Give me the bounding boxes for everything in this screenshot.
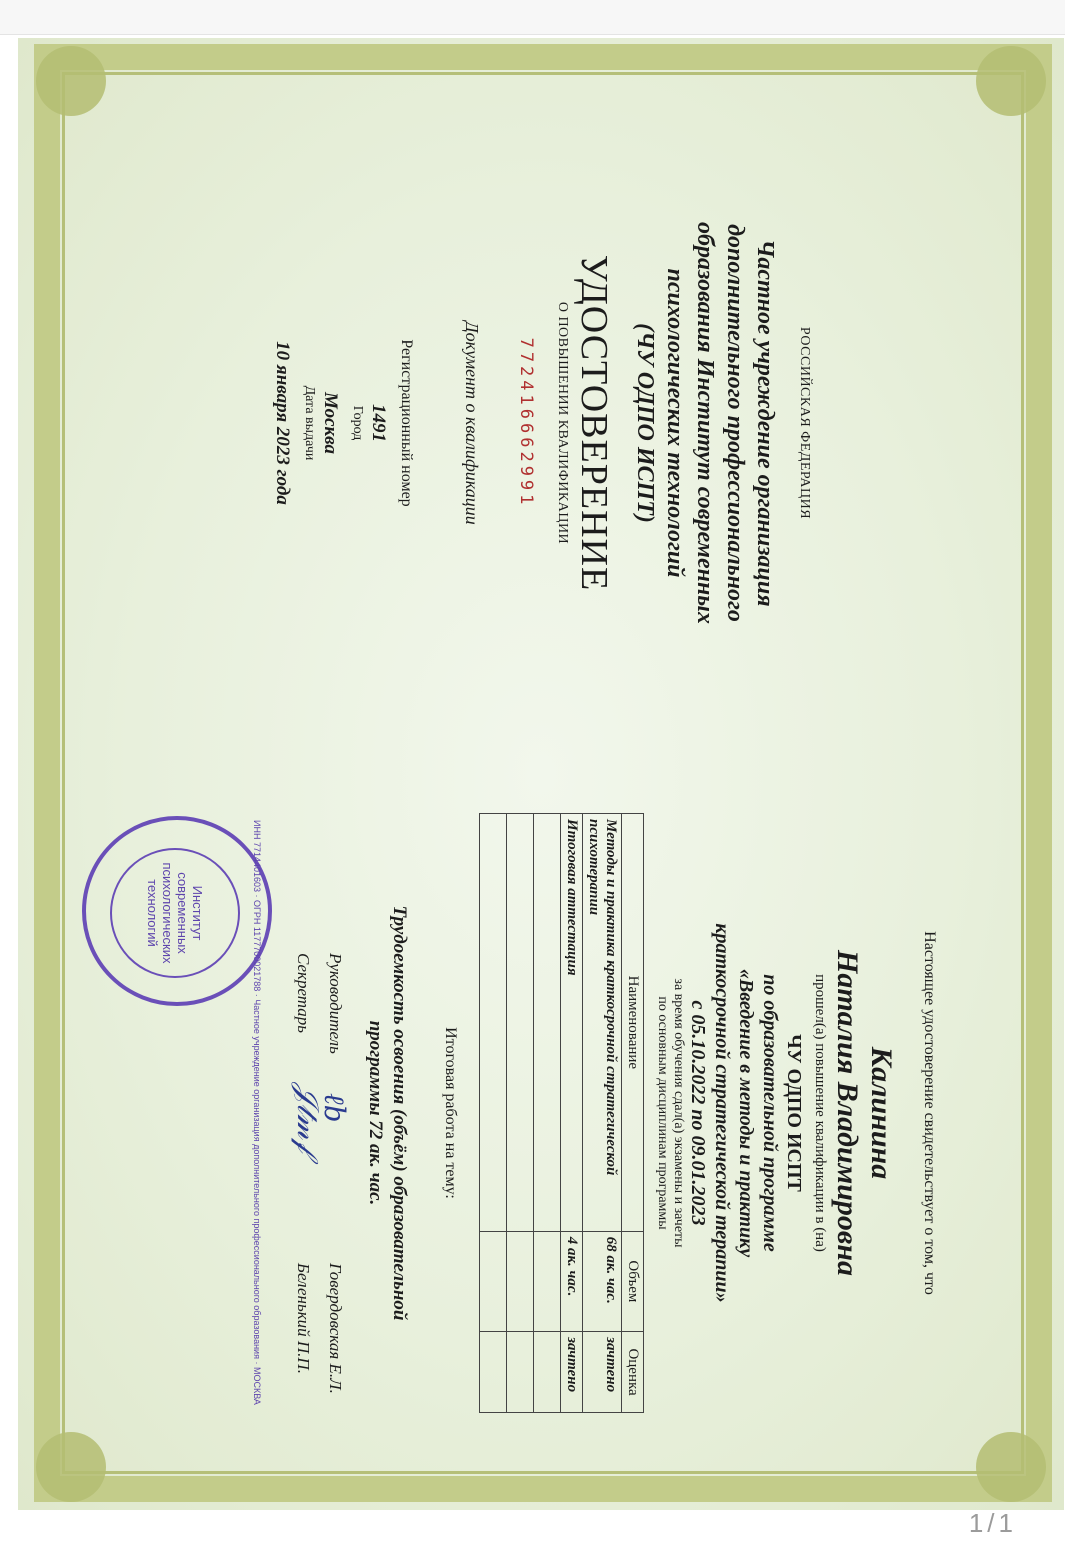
- head-label: Руководитель: [326, 953, 345, 1054]
- secretary-label: Секретарь: [294, 953, 313, 1033]
- table-cell: [534, 814, 561, 1232]
- exams-line: по основным дисциплинам программы: [655, 996, 670, 1230]
- registration-number: 1491: [368, 404, 389, 442]
- institution-short: ЧУ ОДПО ИСПТ: [783, 1034, 805, 1192]
- issue-date: 10 января 2023 года: [272, 341, 293, 505]
- table-header-row: [622, 814, 644, 1413]
- table-header: Оценка: [622, 1332, 644, 1413]
- table-row: [507, 814, 534, 1413]
- recipient-surname: Калинина: [865, 1046, 898, 1180]
- document-type: Документ о квалификации: [462, 321, 482, 525]
- table-cell: [507, 1231, 534, 1331]
- table-cell: зачтено: [583, 1332, 622, 1413]
- table-row: [480, 814, 507, 1413]
- table-cell: Итоговая аттестация: [561, 814, 583, 1232]
- stamp-line: Институт: [190, 885, 205, 941]
- issue-date-label: Дата выдачи: [302, 385, 317, 461]
- serial-number: 772416662991: [516, 337, 536, 509]
- recipient-given-names: Наталия Владимировна: [831, 950, 864, 1276]
- country-label: РОССИЙСКАЯ ФЕДЕРАЦИЯ: [797, 326, 812, 520]
- viewer-toolbar: [0, 0, 1065, 35]
- stamp-center: [110, 848, 240, 978]
- org-line: психологических технологий: [662, 268, 688, 578]
- stamp-line: современных: [175, 872, 190, 954]
- table-header: Наименование: [622, 814, 644, 1232]
- org-line: образования Институт современных: [692, 222, 718, 624]
- official-stamp: [82, 816, 272, 1405]
- final-work-label: Итоговая работа на тему:: [442, 1027, 459, 1199]
- table-header: Объем: [622, 1231, 644, 1331]
- program-title-line: краткосрочной стратегической терапии»: [711, 923, 733, 1303]
- table-cell: [534, 1332, 561, 1413]
- passed-text: прошел(а) повышение квалификации в (на): [812, 974, 828, 1252]
- head-signature: ℓb: [318, 1093, 351, 1123]
- table-cell: 4 ак. час.: [561, 1231, 583, 1331]
- workload: [363, 793, 411, 1433]
- stamp-line: психологических: [160, 862, 175, 964]
- org-line: (ЧУ ОДПО ИСПТ): [632, 323, 658, 523]
- head-name: Говердовская Е.Л.: [326, 1263, 345, 1394]
- city-label: Город: [350, 405, 365, 441]
- workload-line: Трудоемкость освоения (объём) образовательной: [389, 905, 410, 1321]
- table-cell: [480, 1231, 507, 1331]
- document-title: УДОСТОВЕРЕНИЕ: [573, 254, 615, 592]
- secretary-signature: 𝒥𝓉𝓂𝒻: [290, 1083, 325, 1153]
- study-period: с 05.10.2022 по 09.01.2023: [687, 1000, 709, 1226]
- org-line: дополнительного профессионального: [722, 224, 748, 622]
- table-cell: [507, 1332, 534, 1413]
- left-page: [60, 103, 1022, 743]
- table-row: [534, 814, 561, 1413]
- table-cell: [534, 1231, 561, 1331]
- organization-name: [630, 103, 780, 743]
- table-cell: 68 ак. час.: [583, 1231, 622, 1331]
- rotated-content: [60, 73, 1022, 1475]
- table-row: [561, 814, 583, 1413]
- stamp-line: технологий: [145, 879, 160, 947]
- table-cell: [507, 814, 534, 1232]
- city-value: Москва: [320, 391, 341, 455]
- page-indicator: 1/1: [968, 1508, 1017, 1538]
- program-intro: по образовательной программе: [759, 974, 781, 1252]
- stamp-ring-text: ИНН 7714401603 · ОГРН 1177700021788 · Частное учреждение организация дополнительного профессионального образования · МОСКВА: [252, 820, 262, 1405]
- org-line: Частное учреждение организация: [752, 239, 778, 607]
- table-cell: [480, 1332, 507, 1413]
- signatures-block: [285, 793, 351, 1433]
- table-row: [583, 814, 622, 1413]
- intro-text: Настоящее удостоверение свидетельствует о том, что: [921, 931, 938, 1295]
- registration-label: Регистрационный номер: [398, 339, 415, 507]
- exams-line: за время обучения сдал(а) экзамены и зачеты: [671, 978, 686, 1248]
- program-title-line: «Введение в методы и практику: [735, 968, 757, 1258]
- table-cell: [480, 814, 507, 1232]
- table-cell: Методы и практика краткосрочной стратегической психотерапии: [583, 814, 622, 1232]
- exams-text: [654, 793, 686, 1433]
- workload-line: программы 72 ак. час.: [365, 1020, 386, 1206]
- certificate-page: [18, 38, 1064, 1510]
- secretary-name: Беленький П.П.: [294, 1263, 313, 1374]
- table-cell: зачтено: [561, 1332, 583, 1413]
- document-subtitle: О ПОВЫШЕНИИ КВАЛИФИКАЦИИ: [555, 301, 570, 545]
- disciplines-table: [479, 813, 644, 1413]
